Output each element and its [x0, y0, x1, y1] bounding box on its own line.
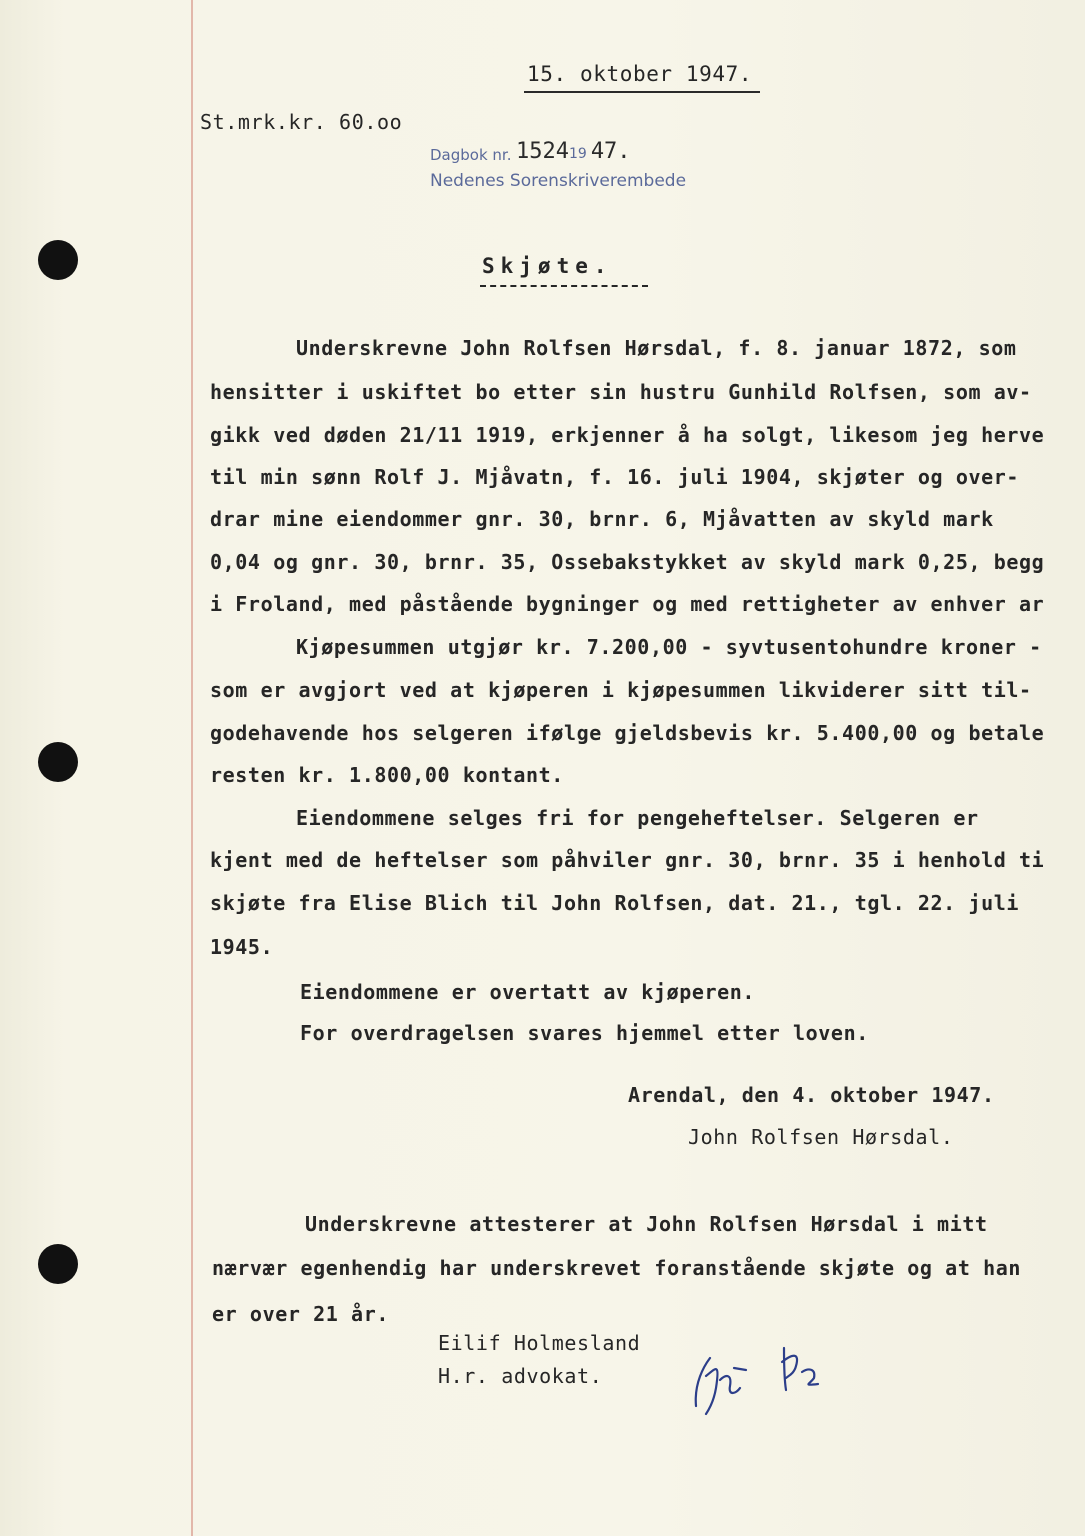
punch-hole-middle	[38, 742, 78, 782]
body-line: Eiendommene selges fri for pengeheftelser. Selgeren er	[296, 806, 979, 830]
body-line: Eiendommene er overtatt av kjøperen.	[300, 980, 756, 1004]
document-date: 15. oktober 1947.	[527, 62, 753, 86]
dagbok-number	[516, 139, 631, 164]
document-title: Skjøte.	[482, 254, 613, 278]
body-line: i Froland, med påstående bygninger og med rettigheter av enhver ar	[210, 592, 1045, 616]
stamp-fee: St.mrk.kr. 60.oo	[200, 110, 403, 134]
punch-hole-bottom	[38, 1244, 78, 1284]
body-line: 1945.	[210, 935, 274, 959]
attester-title: H.r. advokat.	[438, 1364, 603, 1388]
body-line: resten kr. 1.800,00 kontant.	[210, 763, 564, 787]
dagbok-number-value: 1524	[516, 139, 569, 164]
body-line: kjent med de heftelser som påhviler gnr. 30, brnr. 35 i henhold ti	[210, 848, 1045, 872]
attestation-line: Underskrevne attesterer at John Rolfsen Hørsdal i mitt	[305, 1212, 988, 1236]
body-line: hensitter i uskiftet bo etter sin hustru Gunhild Rolfsen, som av-	[210, 380, 1032, 404]
punch-hole-top	[38, 240, 78, 280]
attestation-line: nærvær egenhendig har underskrevet foranstående skjøte og at han	[212, 1256, 1022, 1280]
body-line: drar mine eiendommer gnr. 30, brnr. 6, Mjåvatten av skyld mark	[210, 507, 994, 531]
handwritten-signature	[676, 1328, 876, 1428]
dagbok-stamp-label	[430, 146, 511, 164]
margin-rule	[191, 0, 193, 1536]
body-line: For overdragelsen svares hjemmel etter loven.	[300, 1021, 869, 1045]
dagbok-year-prefix: 19	[568, 146, 587, 162]
attestation-line: er over 21 år.	[212, 1302, 389, 1326]
body-line: som er avgjort ved at kjøperen i kjøpesummen likviderer sitt til-	[210, 678, 1032, 702]
body-line: godehavende hos selgeren ifølge gjeldsbevis kr. 5.400,00 og betale	[210, 721, 1045, 745]
body-line: gikk ved døden 21/11 1919, erkjenner å ha solgt, likesom jeg herve	[210, 423, 1045, 447]
place-and-date: Arendal, den 4. oktober 1947.	[628, 1083, 995, 1107]
attester-name: Eilif Holmesland	[438, 1331, 641, 1355]
body-line: til min sønn Rolf J. Mjåvatn, f. 16. juli 1904, skjøter og over-	[210, 465, 1020, 489]
body-line: Kjøpesummen utgjør kr. 7.200,00 - syvtusentohundre kroner -	[296, 635, 1042, 659]
body-line: skjøte fra Elise Blich til John Rolfsen, dat. 21., tgl. 22. juli	[210, 891, 1020, 915]
dagbok-year-suffix: 47.	[590, 139, 631, 164]
body-line: Underskrevne John Rolfsen Hørsdal, f. 8. januar 1872, som	[296, 336, 1017, 360]
seller-signature-line: John Rolfsen Hørsdal.	[688, 1125, 954, 1149]
date-underline	[524, 91, 760, 93]
dagbok-label: Dagbok nr.	[430, 146, 512, 164]
body-line: 0,04 og gnr. 30, brnr. 35, Ossebakstykket av skyld mark 0,25, begg	[210, 550, 1045, 574]
office-stamp: Nedenes Sorenskriverembede	[430, 171, 687, 191]
title-underline	[480, 285, 648, 287]
